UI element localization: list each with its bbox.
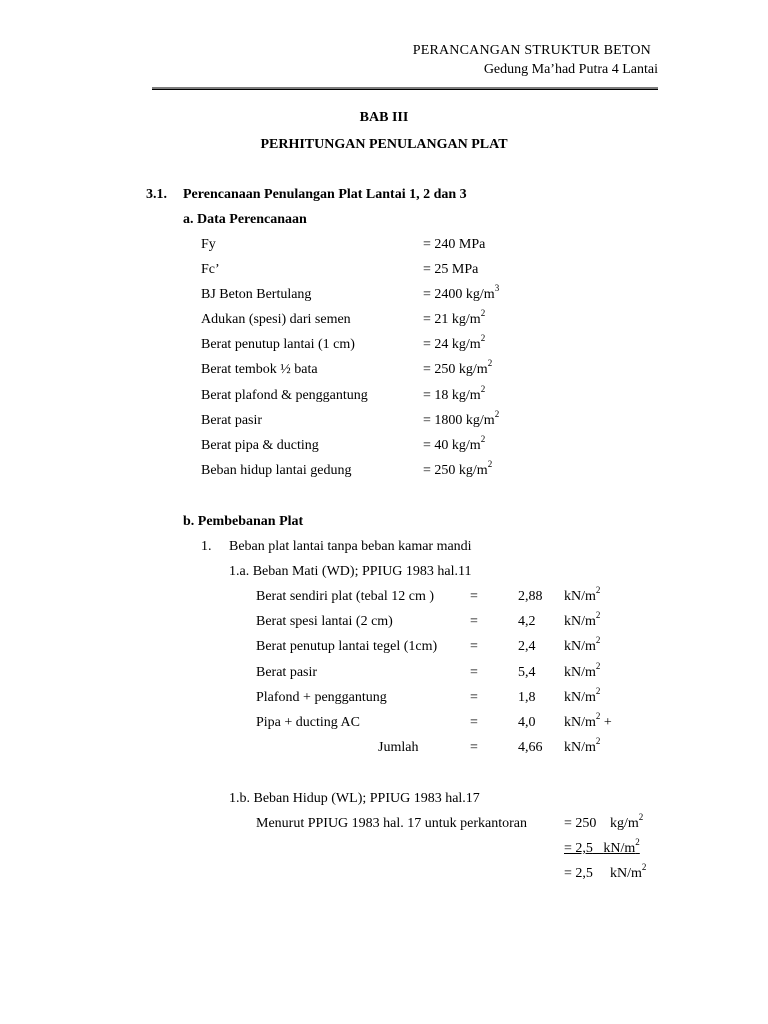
bm-eq: =	[470, 614, 478, 629]
bm-eq: =	[470, 639, 478, 654]
bm-value: 5,4	[518, 665, 536, 680]
bm-value: 4,2	[518, 614, 536, 629]
bh-unit: $kg/m^2$	[610, 812, 644, 831]
bm-unit: $kN/m^2$	[564, 635, 601, 654]
bm-eq: =	[470, 690, 478, 705]
bm-eq: =	[470, 715, 478, 730]
section-title: Perencanaan Penulangan Plat Lantai 1, 2 dan 3	[183, 187, 467, 202]
bm-value: 1,8	[518, 690, 536, 705]
bm-label: Berat pasir	[256, 665, 318, 680]
bm-label: Berat penutup lantai tegel (1cm)	[256, 639, 438, 654]
bm-unit: $kN/m^2$	[564, 585, 601, 604]
dp-value: = 21 $kg/m^2$	[423, 308, 486, 327]
dp-label: Berat penutup lantai (1 cm)	[201, 337, 355, 352]
item-number: 1.	[201, 539, 212, 554]
bm-unit: $kN/m^2$	[564, 610, 601, 629]
dp-value: = 250 $kg/m^2$	[423, 459, 493, 478]
section-number: 3.1.	[146, 187, 167, 202]
dp-value: = 18 $kg/m^2$	[423, 384, 486, 403]
beban-hidup-heading: 1.b. Beban Hidup (WL); PPIUG 1983 hal.17	[229, 791, 480, 806]
beban-hidup-text: Menurut PPIUG 1983 hal. 17 untuk perkantoran	[256, 816, 528, 831]
bm-label: Plafond + penggantung	[256, 690, 387, 705]
dp-value: = 2400 $kg/m^3$	[423, 283, 500, 302]
dp-label: Berat pasir	[201, 413, 263, 428]
pembebanan-heading: b. Pembebanan Plat	[183, 514, 304, 529]
bm-sum-line	[470, 711, 618, 731]
dp-label: BJ Beton Bertulang	[201, 287, 312, 302]
bh-unit: $kN/m^2$	[603, 837, 640, 856]
dp-label: Berat tembok ½ bata	[201, 362, 318, 377]
bm-value: 2,4	[518, 639, 536, 654]
dp-value: = 40 $kg/m^2$	[423, 434, 486, 453]
dp-value: = 1800 $kg/m^2$	[423, 409, 500, 428]
bh-value: = 2,5	[564, 866, 593, 881]
header-subtitle: Gedung Ma’had Putra 4 Lantai	[483, 62, 658, 77]
jumlah-label: Jumlah	[378, 740, 419, 755]
bh-underlined-row	[564, 837, 640, 857]
bm-label: Berat sendiri plat (tebal 12 cm )	[256, 589, 435, 604]
data-perencanaan-heading: a. Data Perencanaan	[183, 212, 307, 227]
bm-unit: $kN/m^2$ +	[564, 711, 612, 730]
dp-label: Adukan (spesi) dari semen	[201, 312, 351, 327]
jumlah-unit: $kN/m^2$	[564, 736, 601, 755]
chapter-title: PERHITUNGAN PENULANGAN PLAT	[260, 137, 508, 152]
dp-value: = 25 MPa	[423, 262, 479, 277]
beban-mati-heading: 1.a. Beban Mati (WD); PPIUG 1983 hal.11	[229, 564, 472, 579]
bh-value: = 250	[564, 816, 597, 831]
jumlah-eq: =	[470, 740, 478, 755]
jumlah-value: 4,66	[518, 740, 543, 755]
dp-label: Fc’	[201, 262, 220, 277]
bm-eq: =	[470, 665, 478, 680]
bm-eq: =	[470, 589, 478, 604]
dp-value: = 240 MPa	[423, 237, 486, 252]
bm-label: Pipa + ducting AC	[256, 715, 360, 730]
dp-value: = 24 $kg/m^2$	[423, 333, 486, 352]
dp-label: Berat pipa & ducting	[201, 438, 319, 453]
dp-label: Berat plafond & penggantung	[201, 388, 368, 403]
dp-label: Beban hidup lantai gedung	[201, 463, 352, 478]
header-divider	[152, 87, 658, 90]
bm-label: Berat spesi lantai (2 cm)	[256, 614, 393, 629]
bm-unit: $kN/m^2$	[564, 661, 601, 680]
bm-value: 4,0	[518, 715, 536, 730]
bm-unit: $kN/m^2$	[564, 686, 601, 705]
bh-value: = 2,5	[564, 841, 593, 856]
dp-label: Fy	[201, 237, 216, 252]
dp-value: = 250 $kg/m^2$	[423, 358, 493, 377]
chapter-number: BAB III	[359, 110, 409, 125]
bm-value: 2,88	[518, 589, 543, 604]
item-title: Beban plat lantai tanpa beban kamar mandi	[229, 539, 472, 554]
bh-unit: $kN/m^2$	[610, 862, 647, 881]
header-title: PERANCANGAN STRUKTUR BETON	[412, 43, 651, 58]
